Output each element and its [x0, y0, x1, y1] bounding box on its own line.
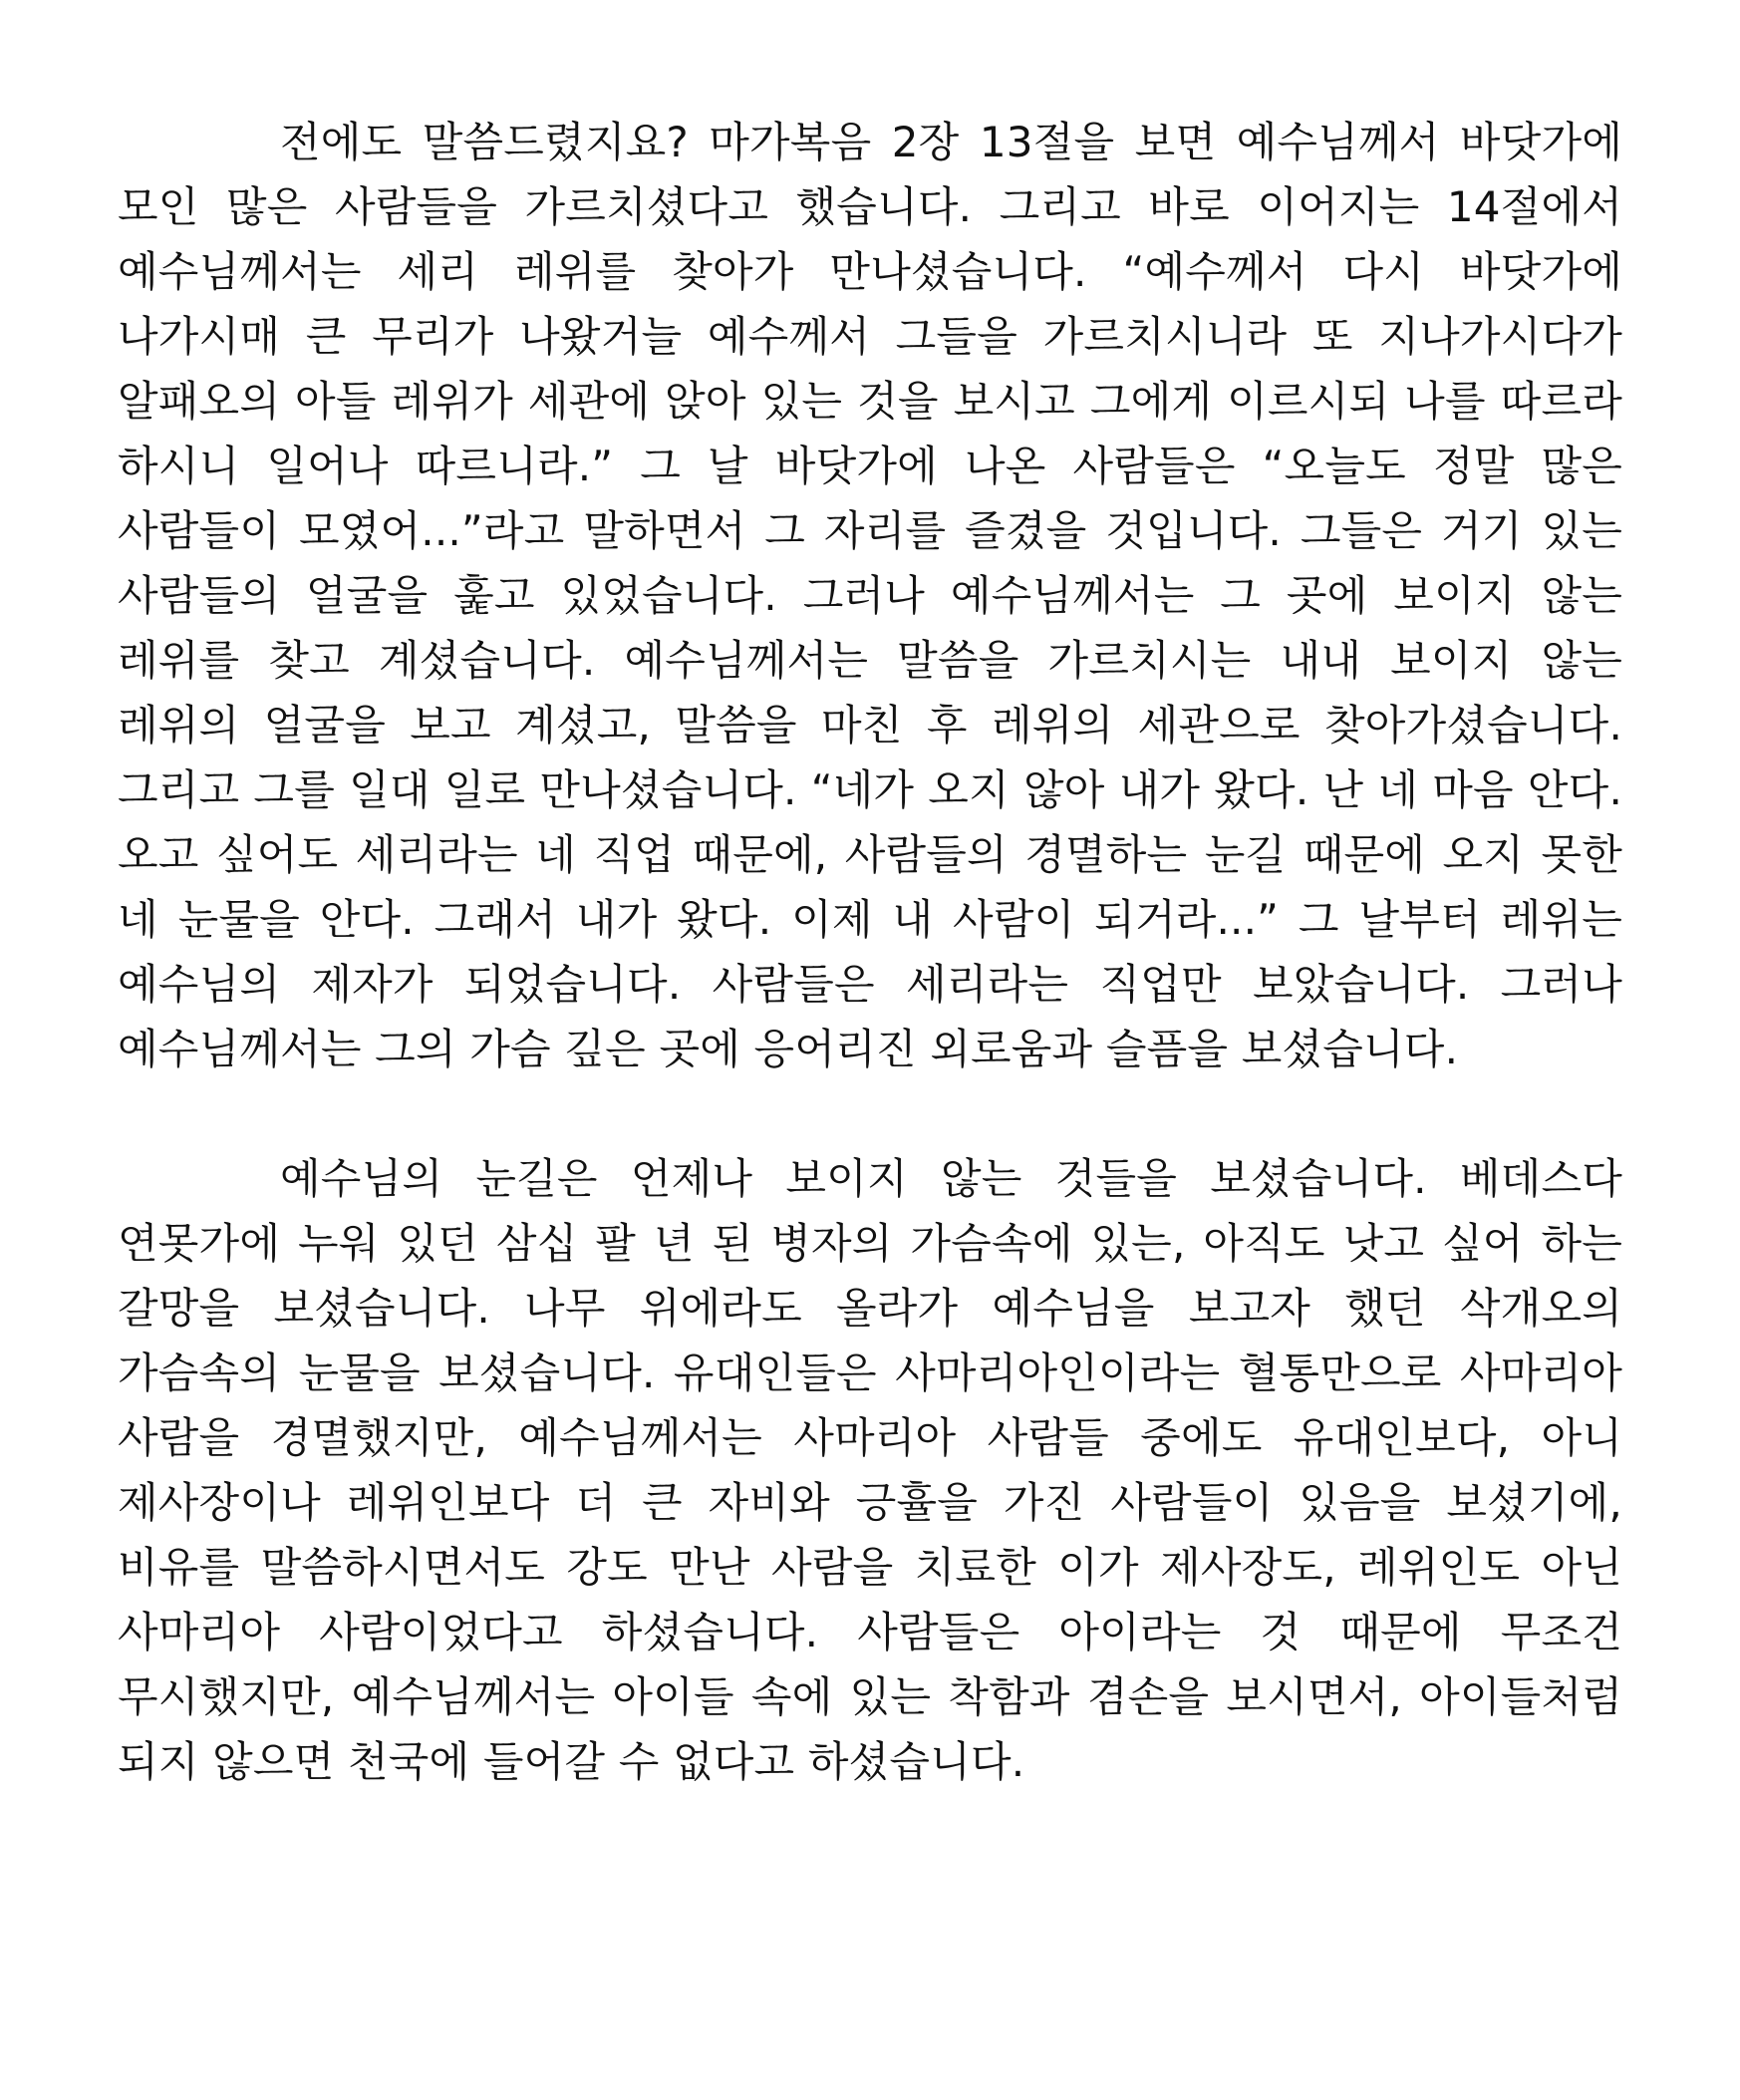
paragraph-levi-calling: 전에도 말씀드렸지요? 마가복음 2장 13절을 보면 예수님께서 바닷가에 모인 많은 사람들을 가르치셨다고 했습니다. 그리고 바로 이어지는 14절에서 예수님께서는 세리 레위를 찾아가 만나셨습니다. “예수께서 다시 바닷가에 나가시매 큰 무리가 나왔거늘 예수께서 그들을 가르치시니라 또 지나가시다가 알패오의 아들 레위가 세관에 앉아 있는 것을 보시고 그에게 이르시되 나를 따르라 하시니 일어나 따르니라.” 그 날 바닷가에 나온 사람들은 “오늘도 정말 많은 사람들이 모였어...”라고 말하면서 그 자리를 즐겼을 것입니다. 그들은 거기 있는 사람들의 얼굴을 훑고 있었습니다. 그러나 예수님께서는 그 곳에 보이지 않는 레위를 찾고 계셨습니다. 예수님께서는 말씀을 가르치시는 내내 보이지 않는 레위의 얼굴을 보고 계셨고, 말씀을 마친 후 레위의 세관으로 찾아가셨습니다. 그리고 그를 일대 일로 만나셨습니다. “네가 오지 않아 내가 왔다. 난 네 마음 안다. 오고 싶어도 세리라는 네 직업 때문에, 사람들의 경멸하는 눈길 때문에 오지 못한 네 눈물을 안다. 그래서 내가 왔다. 이제 내 사람이 되거라...” 그 날부터 레위는 예수님의 제자가 되었습니다. 사람들은 세리라는 직업만 보았습니다. 그러나 예수님께서는 그의 가슴 깊은 곳에 응어리진 외로움과 슬픔을 보셨습니다. — [118, 118, 1622, 1073]
paragraph-unseen-things: 예수님의 눈길은 언제나 보이지 않는 것들을 보셨습니다. 베데스다 연못가에 누워 있던 삼십 팔 년 된 병자의 가슴속에 있는, 아직도 낫고 싶어 하는 갈망을 보셨습니다. 나무 위에라도 올라가 예수님을 보고자 했던 삭개오의 가슴속의 눈물을 보셨습니다. 유대인들은 사마리아인이라는 혈통만으로 사마리아 사람을 경멸했지만, 예수님께서는 사마리아 사람들 중에도 유대인보다, 아니 제사장이나 레위인보다 더 큰 자비와 긍휼을 가진 사람들이 있음을 보셨기에, 비유를 말씀하시면서도 강도 만난 사람을 치료한 이가 제사장도, 레위인도 아닌 사마리아 사람이었다고 하셨습니다. 사람들은 아이라는 것 때문에 무조건 무시했지만, 예수님께서는 아이들 속에 있는 착함과 겸손을 보시면서, 아이들처럼 되지 않으면 천국에 들어갈 수 없다고 하셨습니다. — [118, 1154, 1622, 1786]
